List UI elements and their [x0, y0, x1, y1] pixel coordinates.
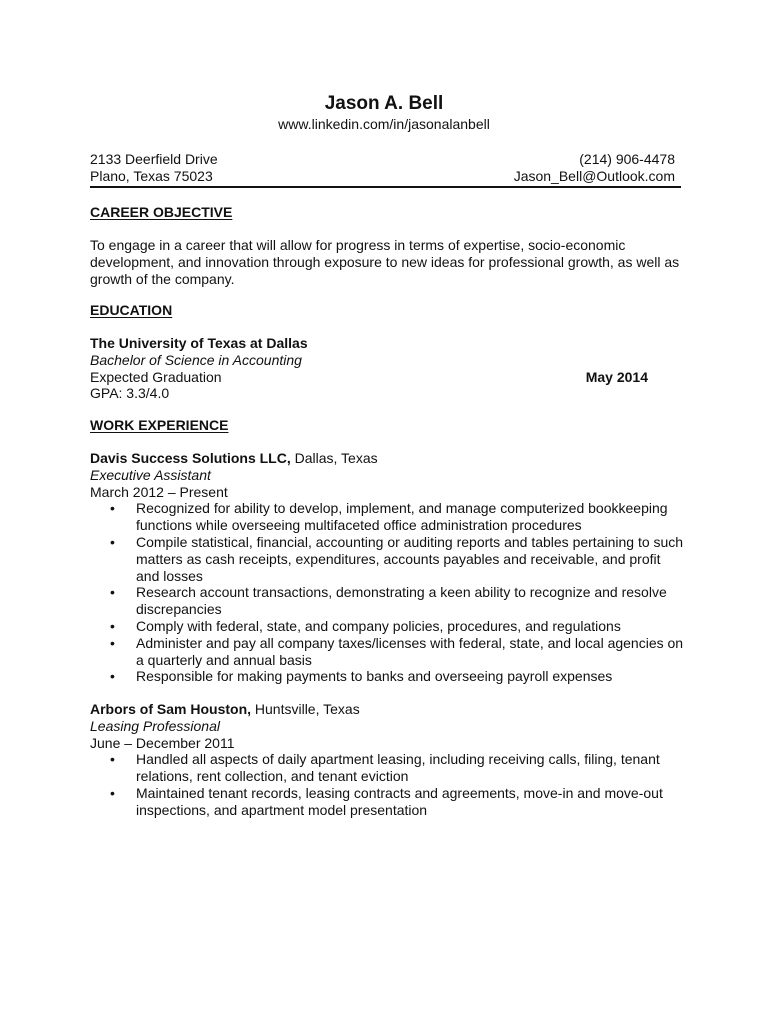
bullet-icon: •: [110, 634, 115, 651]
bullet-icon: •: [110, 500, 115, 517]
job-bullet: [90, 500, 696, 534]
job-entry: [90, 701, 696, 819]
job-entry: [90, 450, 696, 685]
job-bullet-list: [90, 751, 696, 818]
bullet-line: Recognized for ability to develop, implement, and manage computerized bookkeeping: [136, 500, 668, 517]
job-title: Leasing Professional: [90, 717, 220, 734]
bullet-icon: •: [110, 533, 115, 550]
work-heading: WORK EXPERIENCE: [90, 417, 229, 433]
gpa: GPA: 3.3/4.0: [90, 385, 170, 402]
phone-number: (214) 906-4478: [579, 151, 675, 167]
linkedin-url: www.linkedin.com/in/jasonalanbell: [278, 116, 490, 132]
objective-line: development, and innovation through exposure to new ideas for professional growth, as well as: [90, 253, 680, 270]
job-bullet: [90, 668, 696, 685]
bullet-icon: •: [110, 751, 115, 768]
job-company: Davis Success Solutions LLC,: [90, 450, 291, 466]
job-company-line: [90, 450, 696, 467]
bullet-icon: •: [110, 784, 115, 801]
candidate-name: Jason A. Bell: [324, 93, 444, 114]
contact-row-1: [90, 151, 675, 168]
job-bullet: [90, 584, 696, 618]
bullet-line: Comply with federal, state, and company policies, procedures, and regulations: [136, 617, 621, 634]
job-company: Arbors of Sam Houston,: [90, 701, 252, 717]
bullet-line: relations, rent collection, and tenant eviction: [136, 768, 409, 785]
address-line-1: 2133 Deerfield Drive: [90, 151, 218, 167]
header-divider: [90, 186, 681, 188]
email-address: Jason_Bell@Outlook.com: [513, 168, 675, 184]
bullet-line: a quarterly and annual basis: [136, 651, 312, 668]
bullet-line: matters as cash receipts, expenditures, accounts payables and receivable, and profit: [136, 550, 661, 567]
job-location: Huntsville, Texas: [251, 701, 360, 717]
bullet-line: Responsible for making payments to banks and overseeing payroll expenses: [136, 668, 613, 685]
job-dates: June – December 2011: [90, 734, 235, 751]
job-dates: March 2012 – Present: [90, 483, 228, 500]
job-bullet: [90, 751, 696, 785]
bullet-line: discrepancies: [136, 601, 222, 618]
bullet-line: Research account transactions, demonstrating a keen ability to recognize and resolve: [136, 584, 667, 601]
job-company-line: [90, 701, 696, 718]
bullet-line: Compile statistical, financial, accounting or auditing reports and tables pertaining to such: [136, 533, 684, 550]
job-bullet: [90, 635, 696, 669]
job-bullet: [90, 534, 696, 584]
job-bullet: [90, 785, 696, 819]
bullet-line: Administer and pay all company taxes/licenses with federal, state, and local agencies on: [136, 634, 684, 651]
contact-block: [90, 151, 675, 185]
graduation-label: Expected Graduation: [90, 368, 222, 385]
bullet-icon: •: [110, 584, 115, 601]
address-line-2: Plano, Texas 75023: [90, 168, 213, 184]
bullet-line: and losses: [136, 567, 203, 584]
bullet-line: Maintained tenant records, leasing contracts and agreements, move-in and move-out: [136, 784, 663, 801]
job-location: Dallas, Texas: [290, 450, 378, 466]
bullet-icon: •: [110, 617, 115, 634]
job-bullet-list: [90, 500, 696, 685]
objective-heading: CAREER OBJECTIVE: [90, 204, 233, 220]
bullet-line: Handled all aspects of daily apartment leasing, including receiving calls, filing, tenant: [136, 751, 660, 768]
bullet-line: functions while overseeing multifaceted office administration procedures: [136, 517, 582, 534]
objective-line: growth of the company.: [90, 270, 235, 287]
job-title: Executive Assistant: [90, 466, 211, 483]
objective-line: To engage in a career that will allow for progress in terms of expertise, socio-economic: [90, 237, 626, 253]
graduation-row: [90, 369, 648, 386]
contact-row-2: [90, 168, 675, 185]
education-heading: EDUCATION: [90, 302, 173, 318]
degree-name: Bachelor of Science in Accounting: [90, 351, 302, 368]
school-name: The University of Texas at Dallas: [90, 335, 308, 351]
bullet-line: inspections, and apartment model presentation: [136, 801, 428, 818]
objective-text: [90, 237, 690, 287]
graduation-date: May 2014: [585, 368, 648, 385]
job-bullet: [90, 618, 696, 635]
bullet-icon: •: [110, 668, 115, 685]
education-block: [90, 335, 648, 402]
